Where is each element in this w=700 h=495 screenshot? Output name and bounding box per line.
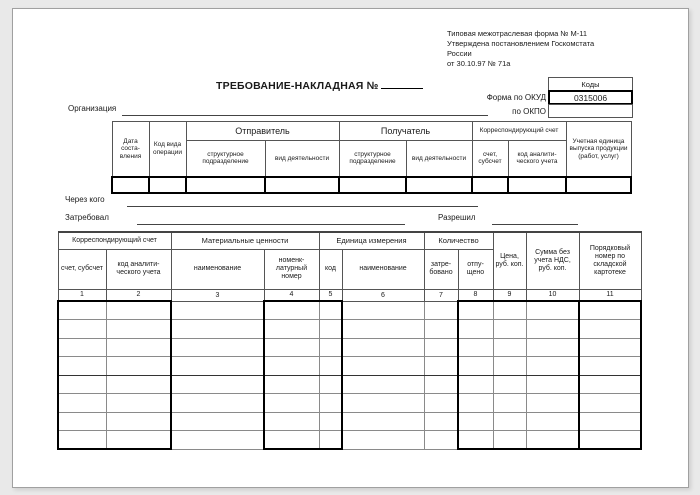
t2-sub-code: код [319, 249, 342, 289]
t2-sub-requested: затре-бовано [424, 249, 458, 289]
t2-sub-nomenclature-number: номенк-латурный номер [264, 249, 319, 289]
t2-empty-cell [458, 301, 493, 320]
t2-empty-cell [526, 431, 579, 450]
form-approval-note [447, 29, 594, 69]
t2-empty-cell [171, 412, 264, 431]
t2-sub-account: счет, субсчет [58, 249, 106, 289]
t2-empty-cell [106, 412, 171, 431]
t2-empty-cell [424, 375, 458, 394]
t2-empty-cell [493, 320, 526, 339]
t2-group-corr-account: Корреспондирующий счет [58, 232, 171, 249]
t2-empty-cell [526, 301, 579, 320]
t2-empty-cell [319, 412, 342, 431]
okud-label: Форма по ОКУД [486, 93, 546, 102]
t2-empty-cell [458, 338, 493, 357]
t2-empty-cell [579, 320, 641, 339]
organization-label: Организация [68, 104, 117, 113]
okud-value-cell: 0315006 [548, 90, 633, 105]
t2-empty-cell [264, 357, 319, 376]
t1-empty-cell [186, 177, 265, 193]
codes-box [548, 77, 633, 118]
t2-empty-cell [342, 412, 424, 431]
t2-empty-cell [106, 320, 171, 339]
organization-fill-line [122, 103, 488, 116]
t2-empty-cell [424, 357, 458, 376]
note-line: Утверждена постановлением Госкомстата [447, 39, 595, 48]
t2-empty-cell [58, 301, 106, 320]
t1-empty-cell [566, 177, 631, 193]
t2-col-number: 5 [319, 289, 342, 301]
t2-empty-cell [458, 320, 493, 339]
t2-empty-cell [58, 412, 106, 431]
t2-empty-cell [264, 375, 319, 394]
t2-empty-cell [264, 338, 319, 357]
t2-sub-released: отпу-щено [458, 249, 493, 289]
t2-empty-cell [58, 375, 106, 394]
t1-receiver-activity: вид деятельности [406, 141, 472, 177]
allowed-by-label: Разрешил [438, 213, 476, 222]
t2-group-quantity: Количество [424, 232, 493, 249]
t1-col-op-code: Код вида операции [149, 122, 186, 177]
t2-group-measure-unit: Единица измерения [319, 232, 424, 249]
t2-empty-cell [493, 394, 526, 413]
t2-empty-cell [171, 375, 264, 394]
t2-empty-cell [424, 301, 458, 320]
t2-empty-cell [58, 431, 106, 450]
t1-col-date: Дата соста-вления [112, 122, 149, 177]
t2-empty-cell [493, 357, 526, 376]
allowed-by-fill-line [492, 212, 578, 225]
t2-sub-name: наименование [171, 249, 264, 289]
t2-empty-cell [458, 394, 493, 413]
t1-analytic-code: код аналити-ческого учета [508, 141, 566, 177]
t1-group-sender: Отправитель [186, 122, 339, 141]
t2-empty-cell [424, 412, 458, 431]
t2-empty-cell [579, 431, 641, 450]
t2-empty-cell [319, 357, 342, 376]
okpo-value-cell [548, 104, 633, 118]
t2-col-number: 1 [58, 289, 106, 301]
t1-empty-cell [472, 177, 508, 193]
t2-empty-cell [106, 357, 171, 376]
form-title-text: ТРЕБОВАНИЕ-НАКЛАДНАЯ № [216, 80, 379, 92]
t2-col-number: 2 [106, 289, 171, 301]
t2-group-material-values: Материальные ценности [171, 232, 319, 249]
t2-col-number: 9 [493, 289, 526, 301]
t1-empty-cell [265, 177, 339, 193]
t2-empty-cell [264, 431, 319, 450]
t2-empty-cell [458, 375, 493, 394]
t2-col-sum-no-vat: Сумма без учета НДС, руб. коп. [526, 232, 579, 289]
t2-col-number: 7 [424, 289, 458, 301]
via-whom-fill-line [127, 194, 478, 207]
t2-empty-cell [526, 394, 579, 413]
t2-empty-cell [579, 338, 641, 357]
note-line: Типовая межотраслевая форма № М-11 [447, 29, 588, 38]
t2-empty-cell [171, 338, 264, 357]
t2-col-stock-card-number: Порядковый номер по складской картотеке [579, 232, 641, 289]
t1-receiver-struct-unit: структурное подразделение [339, 141, 406, 177]
t2-empty-cell [493, 375, 526, 394]
t2-empty-cell [424, 338, 458, 357]
t2-empty-cell [579, 412, 641, 431]
t1-empty-cell [149, 177, 186, 193]
t2-empty-cell [319, 394, 342, 413]
t2-empty-cell [106, 431, 171, 450]
t1-sender-struct-unit: структурное подразделение [186, 141, 265, 177]
t2-empty-cell [493, 338, 526, 357]
t2-col-price: Цена, руб. коп. [493, 232, 526, 289]
t2-empty-cell [493, 412, 526, 431]
t2-empty-cell [342, 394, 424, 413]
t2-empty-cell [264, 412, 319, 431]
t2-empty-cell [264, 394, 319, 413]
t1-empty-cell [112, 177, 149, 193]
t2-col-number: 4 [264, 289, 319, 301]
t2-empty-cell [579, 394, 641, 413]
form-number-blank [381, 80, 423, 89]
t2-col-number: 6 [342, 289, 424, 301]
t1-sender-activity: вид деятельности [265, 141, 339, 177]
t2-empty-cell [342, 320, 424, 339]
t2-empty-cell [319, 301, 342, 320]
form-title [216, 80, 423, 92]
t2-empty-cell [264, 301, 319, 320]
t2-empty-cell [424, 320, 458, 339]
okpo-label: по ОКПО [512, 107, 546, 116]
t2-empty-cell [171, 301, 264, 320]
t2-empty-cell [319, 431, 342, 450]
t2-empty-cell [493, 301, 526, 320]
t2-empty-cell [171, 357, 264, 376]
t2-empty-cell [171, 320, 264, 339]
t2-empty-cell [458, 357, 493, 376]
t1-col-unit: Учетная единица выпуска продукции (работ, услуг) [566, 122, 631, 177]
t2-empty-cell [579, 301, 641, 320]
note-line: от 30.10.97 № 71а [447, 59, 511, 68]
t2-empty-cell [106, 375, 171, 394]
t1-group-corr-account: Корреспондирующий счет [472, 122, 566, 141]
t1-empty-cell [406, 177, 472, 193]
t1-empty-cell [339, 177, 406, 193]
t2-empty-cell [342, 431, 424, 450]
t2-col-number: 8 [458, 289, 493, 301]
t2-empty-cell [579, 375, 641, 394]
t2-empty-cell [526, 320, 579, 339]
t2-col-number: 3 [171, 289, 264, 301]
t2-empty-cell [319, 338, 342, 357]
t2-empty-cell [526, 357, 579, 376]
t2-empty-cell [264, 320, 319, 339]
t2-col-number: 11 [579, 289, 641, 301]
t1-empty-cell [508, 177, 566, 193]
t2-empty-cell [342, 375, 424, 394]
requested-by-fill-line [137, 212, 405, 225]
t2-empty-cell [526, 412, 579, 431]
t2-empty-cell [526, 338, 579, 357]
t2-empty-cell [319, 320, 342, 339]
t2-empty-cell [319, 375, 342, 394]
t2-empty-cell [579, 357, 641, 376]
t2-empty-cell [493, 431, 526, 450]
t2-empty-cell [458, 431, 493, 450]
t2-empty-cell [458, 412, 493, 431]
t2-empty-cell [526, 375, 579, 394]
materials-table [57, 231, 642, 450]
t2-col-number: 10 [526, 289, 579, 301]
requested-by-label: Затребовал [65, 213, 109, 222]
t1-account-sub: счет, субсчет [472, 141, 508, 177]
note-line: России [447, 49, 472, 58]
t2-empty-cell [424, 431, 458, 450]
t1-group-receiver: Получатель [339, 122, 472, 141]
header-info-table [111, 121, 632, 194]
t2-empty-cell [58, 338, 106, 357]
t2-sub-unit-name: наименование [342, 249, 424, 289]
t2-empty-cell [58, 357, 106, 376]
codes-header: Коды [548, 77, 633, 91]
t2-empty-cell [58, 394, 106, 413]
t2-empty-cell [342, 357, 424, 376]
via-whom-label: Через кого [65, 195, 105, 204]
t2-empty-cell [342, 338, 424, 357]
t2-empty-cell [106, 394, 171, 413]
t2-sub-analytic-code: код аналити-ческого учета [106, 249, 171, 289]
t2-empty-cell [171, 431, 264, 450]
t2-empty-cell [106, 338, 171, 357]
t2-empty-cell [106, 301, 171, 320]
t2-empty-cell [424, 394, 458, 413]
t2-empty-cell [171, 394, 264, 413]
t2-empty-cell [342, 301, 424, 320]
t2-empty-cell [58, 320, 106, 339]
